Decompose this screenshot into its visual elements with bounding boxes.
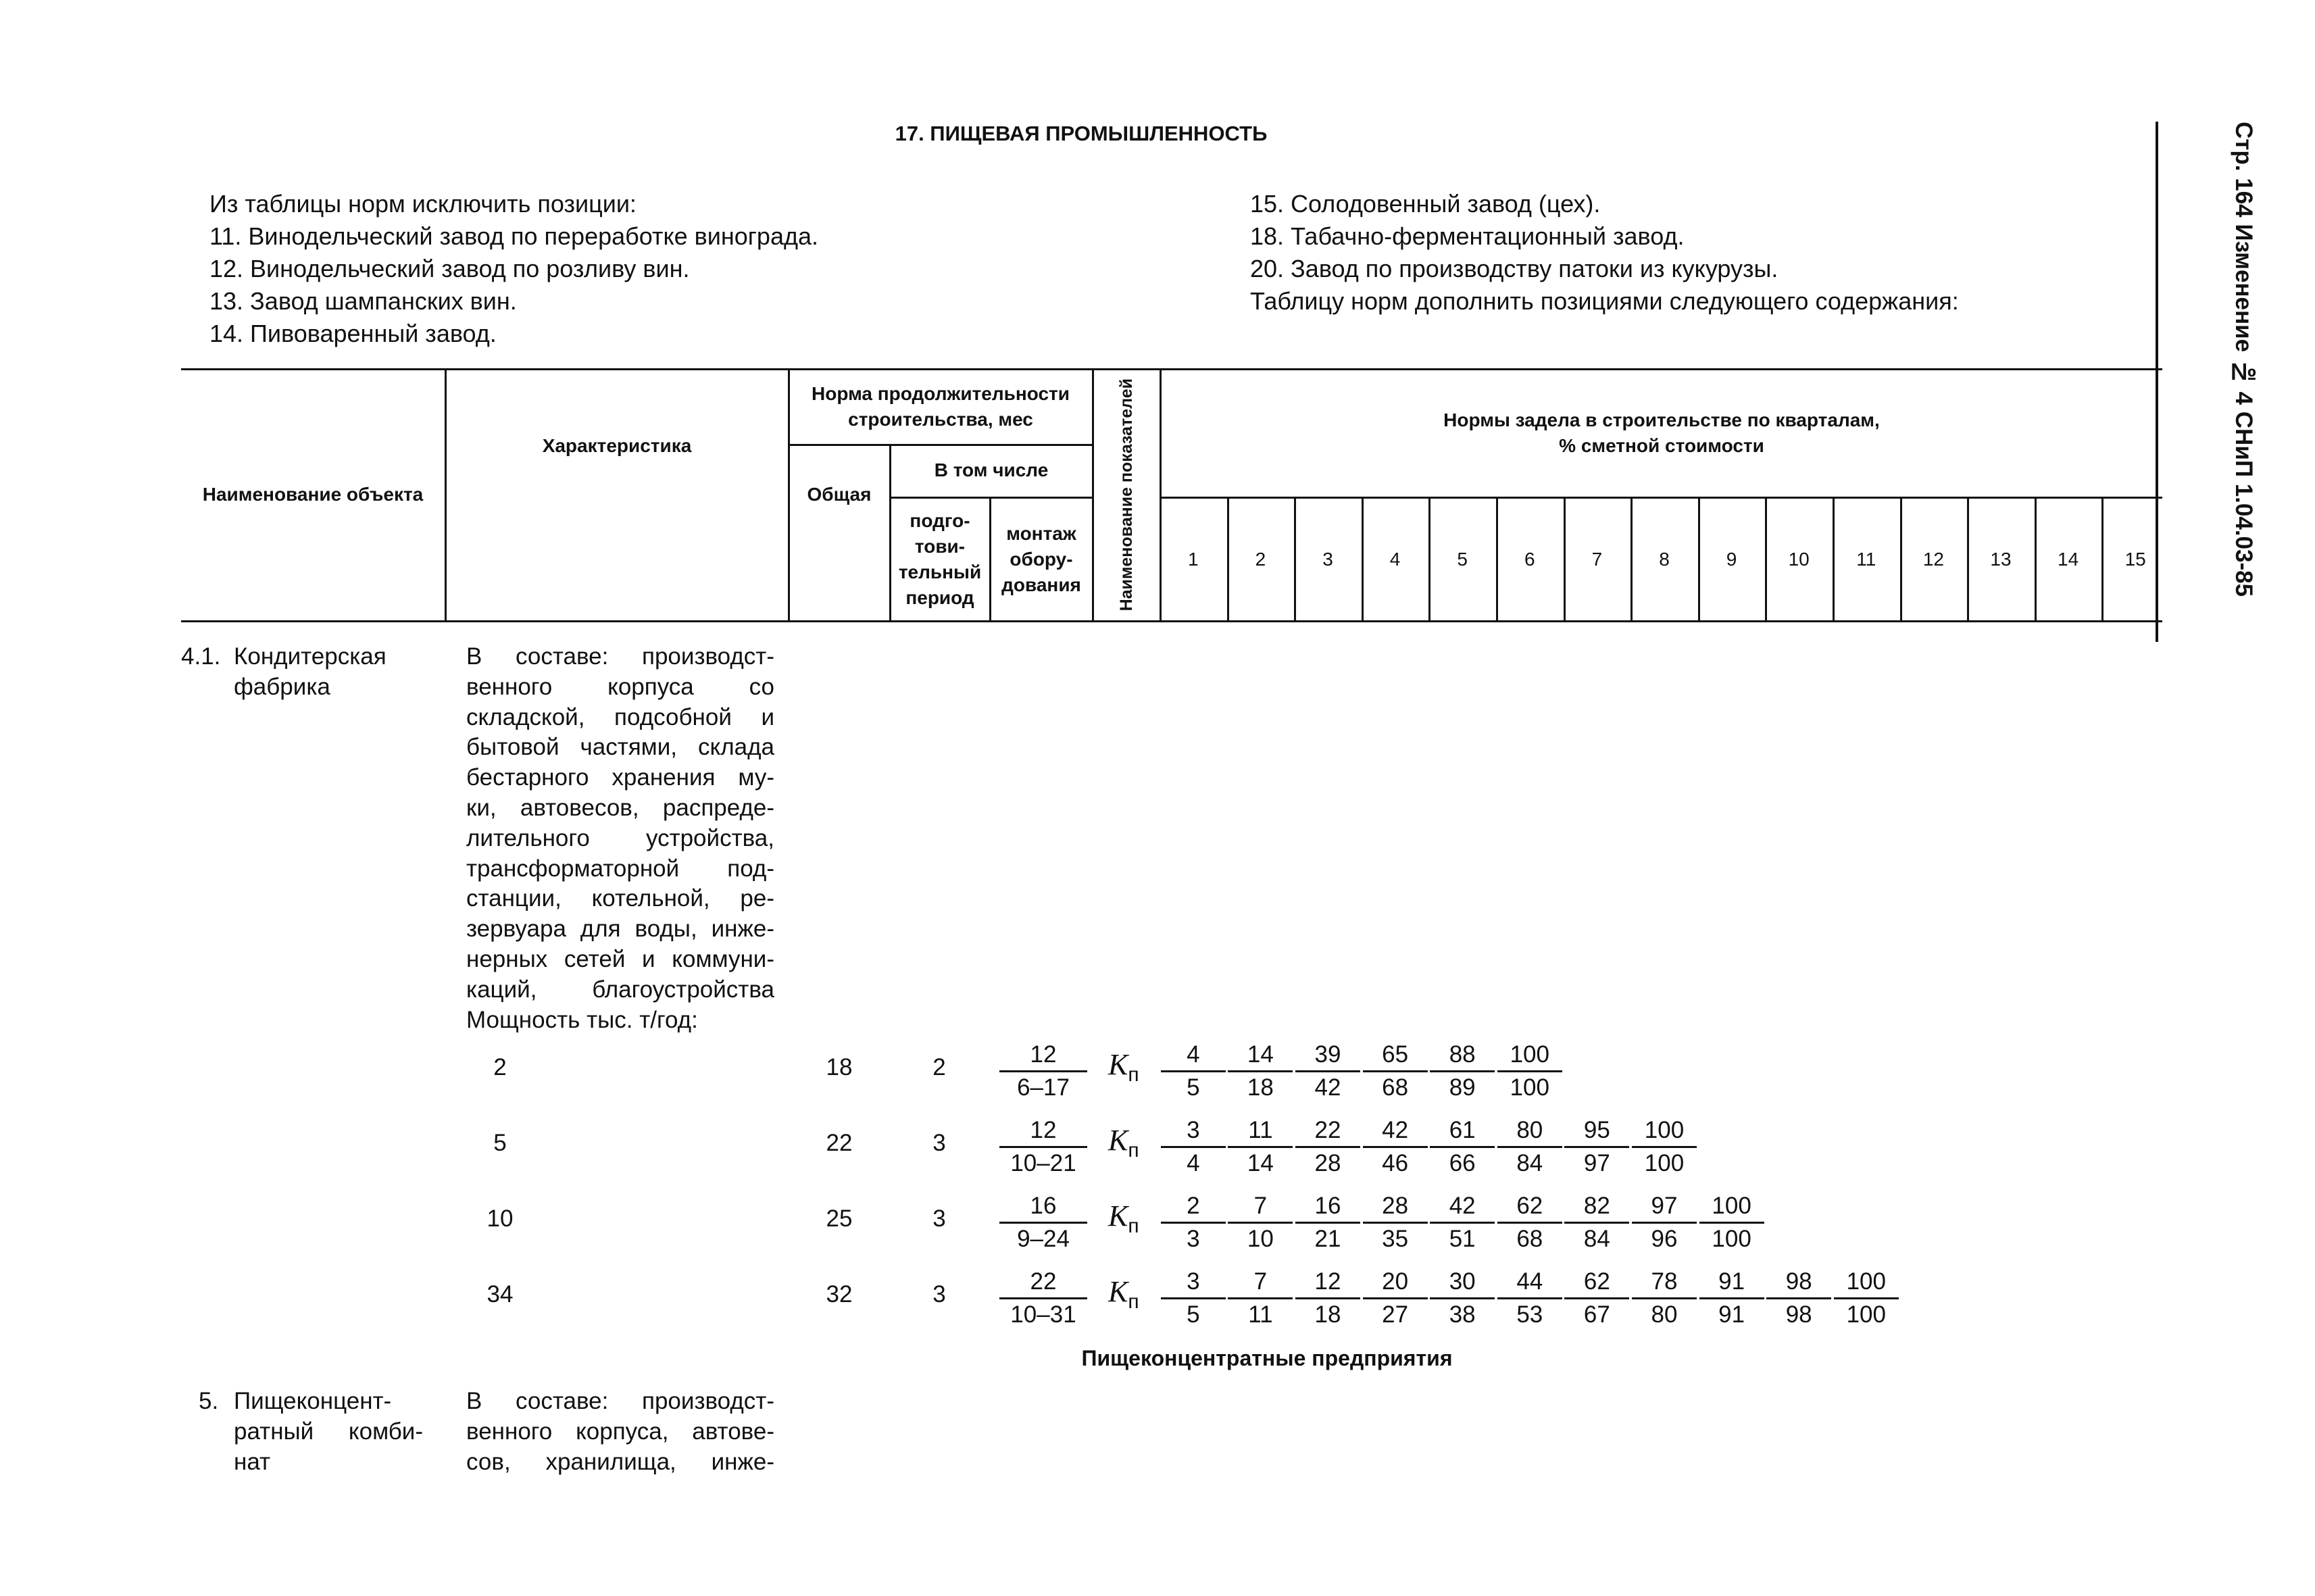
quarter-backlog-3 bbox=[1295, 1266, 1360, 1330]
header-quarter-12: 12 bbox=[1922, 548, 1944, 570]
quarter-backlog-2-denominator: 14 bbox=[1247, 1150, 1274, 1176]
header-equipment-mount: монтаж обору- дования bbox=[1001, 522, 1081, 595]
quarter-backlog-9-numerator: 91 bbox=[1699, 1266, 1764, 1299]
prep-period: 3 bbox=[932, 1205, 946, 1232]
quarter-backlog-8-denominator: 80 bbox=[1651, 1301, 1678, 1328]
quarter-backlog-8-numerator: 100 bbox=[1632, 1115, 1697, 1148]
characteristic-line: трансформаторной под- bbox=[466, 855, 774, 882]
quarter-backlog-2-denominator: 11 bbox=[1248, 1301, 1273, 1328]
list-line: 11. Винодельческий завод по переработке винограда. bbox=[209, 222, 819, 250]
quarter-backlog-3-denominator: 18 bbox=[1314, 1301, 1341, 1328]
mount-duration-numerator: 16 bbox=[999, 1191, 1087, 1224]
quarter-backlog-8-numerator: 78 bbox=[1632, 1266, 1697, 1299]
quarter-backlog-4-numerator: 65 bbox=[1363, 1039, 1428, 1072]
quarter-backlog-6-numerator: 44 bbox=[1497, 1266, 1562, 1299]
header-quarter-7: 7 bbox=[1591, 548, 1603, 570]
capacity-value: 10 bbox=[487, 1205, 514, 1232]
header-indicators: Наименование показателей bbox=[1117, 378, 1136, 612]
quarter-backlog-4-denominator: 68 bbox=[1382, 1074, 1409, 1101]
quarter-backlog-4-denominator: 35 bbox=[1382, 1226, 1409, 1252]
object-name-line: фабрика bbox=[234, 673, 330, 700]
quarter-backlog-4-denominator: 46 bbox=[1382, 1150, 1409, 1176]
characteristic-line: нерных сетей и коммуни- bbox=[466, 945, 774, 972]
object-name-line: нат bbox=[234, 1448, 271, 1475]
quarter-backlog-1-denominator: 5 bbox=[1187, 1301, 1200, 1328]
quarter-backlog-5-numerator: 42 bbox=[1430, 1191, 1495, 1224]
quarter-backlog-1-numerator: 4 bbox=[1161, 1039, 1226, 1072]
quarter-backlog-1-denominator: 5 bbox=[1187, 1074, 1200, 1101]
quarter-backlog-4-numerator: 20 bbox=[1363, 1266, 1428, 1299]
quarter-backlog-5-denominator: 66 bbox=[1449, 1150, 1476, 1176]
characteristic-line: бытовой частями, склада bbox=[466, 734, 774, 761]
quarter-backlog-2-numerator: 7 bbox=[1228, 1191, 1293, 1224]
list-line: Таблицу норм дополнить позициями следующего содержания: bbox=[1250, 287, 1959, 315]
mount-duration-numerator: 12 bbox=[999, 1039, 1087, 1072]
header-quarter-1: 1 bbox=[1188, 548, 1199, 570]
indicator-symbol-letter: K bbox=[1108, 1048, 1128, 1081]
indicator-symbol-subscript: п bbox=[1128, 1214, 1139, 1237]
quarter-backlog-4-denominator: 27 bbox=[1382, 1301, 1409, 1328]
list-line: 13. Завод шампанских вин. bbox=[209, 287, 517, 315]
header-quarter-5: 5 bbox=[1457, 548, 1468, 570]
quarter-backlog-2-denominator: 18 bbox=[1247, 1074, 1274, 1101]
quarter-backlog-3-denominator: 21 bbox=[1314, 1226, 1341, 1252]
quarter-backlog-4-numerator: 42 bbox=[1363, 1115, 1428, 1148]
indicator-symbol-letter: K bbox=[1108, 1124, 1128, 1157]
quarter-backlog-5-denominator: 38 bbox=[1449, 1301, 1476, 1328]
list-line: 14. Пивоваренный завод. bbox=[209, 320, 497, 347]
header-quarter-13: 13 bbox=[1990, 548, 2012, 570]
object-name-line: Пищеконцент- bbox=[234, 1388, 392, 1414]
list-line: 20. Завод по производству патоки из кукурузы. bbox=[1250, 255, 1778, 282]
quarter-backlog-6-numerator: 80 bbox=[1497, 1115, 1562, 1148]
indicator-symbol bbox=[1108, 1047, 1139, 1087]
quarter-backlog-6-denominator: 84 bbox=[1516, 1150, 1543, 1176]
header-quarter-6: 6 bbox=[1524, 548, 1535, 570]
object-characteristic bbox=[466, 1387, 774, 1477]
row-number: 5. bbox=[199, 1388, 219, 1414]
characteristic-line: В составе: производст- bbox=[466, 1388, 774, 1414]
quarter-backlog-4 bbox=[1363, 1039, 1428, 1103]
capacity-value: 2 bbox=[493, 1054, 507, 1080]
quarter-backlog-7-numerator: 62 bbox=[1564, 1266, 1629, 1299]
mount-duration bbox=[999, 1266, 1087, 1330]
quarter-backlog-5-numerator: 88 bbox=[1430, 1039, 1495, 1072]
prep-period: 2 bbox=[932, 1054, 946, 1080]
quarter-backlog-9-denominator: 100 bbox=[1712, 1226, 1751, 1252]
object-name-line: Кондитерская bbox=[234, 643, 387, 670]
quarter-backlog-6-numerator: 100 bbox=[1497, 1039, 1562, 1072]
header-quarter-8: 8 bbox=[1659, 548, 1670, 570]
characteristic-line: венного корпуса со bbox=[466, 673, 774, 700]
quarter-backlog-5 bbox=[1430, 1039, 1495, 1103]
quarter-backlog-2-numerator: 14 bbox=[1228, 1039, 1293, 1072]
side-page-header: Стр. 164 Изменение № 4 СНиП 1.04.03-85 bbox=[2156, 122, 2257, 642]
quarter-backlog-6 bbox=[1497, 1039, 1562, 1103]
quarter-backlog-6 bbox=[1497, 1115, 1562, 1179]
quarter-backlog-9 bbox=[1699, 1266, 1764, 1330]
quarter-backlog-3-numerator: 16 bbox=[1295, 1191, 1360, 1224]
object-characteristic bbox=[466, 642, 774, 1035]
quarter-backlog-11 bbox=[1834, 1266, 1899, 1330]
quarter-backlog-3-denominator: 42 bbox=[1314, 1074, 1341, 1101]
mount-duration-denominator: 9–24 bbox=[1017, 1226, 1070, 1252]
quarter-backlog-2-denominator: 10 bbox=[1247, 1226, 1274, 1252]
quarter-backlog-1-denominator: 3 bbox=[1187, 1226, 1200, 1252]
total-duration: 22 bbox=[826, 1130, 853, 1156]
quarter-backlog-7-denominator: 84 bbox=[1583, 1226, 1610, 1252]
header-quarter-11: 11 bbox=[1856, 548, 1876, 570]
indicator-symbol-subscript: п bbox=[1128, 1139, 1139, 1162]
header-quarter-9: 9 bbox=[1726, 548, 1737, 570]
indicator-symbol-letter: K bbox=[1108, 1275, 1128, 1308]
prep-period: 3 bbox=[932, 1130, 946, 1156]
quarter-backlog-3-numerator: 22 bbox=[1295, 1115, 1360, 1148]
quarter-backlog-1 bbox=[1161, 1191, 1226, 1255]
quarter-backlog-2 bbox=[1228, 1266, 1293, 1330]
quarter-backlog-1-numerator: 3 bbox=[1161, 1266, 1226, 1299]
quarter-backlog-2-numerator: 11 bbox=[1228, 1115, 1293, 1148]
mount-duration-numerator: 12 bbox=[999, 1115, 1087, 1148]
characteristic-line: станции, котельной, ре- bbox=[466, 885, 774, 912]
quarter-backlog-4 bbox=[1363, 1266, 1428, 1330]
quarter-backlog-2 bbox=[1228, 1039, 1293, 1103]
header-object-name: Наименование объекта bbox=[202, 483, 424, 505]
list-line: 15. Солодовенный завод (цех). bbox=[1250, 190, 1601, 218]
quarter-backlog-2 bbox=[1228, 1115, 1293, 1179]
quarter-backlog-7 bbox=[1564, 1115, 1629, 1179]
indicator-symbol-letter: K bbox=[1108, 1199, 1128, 1232]
header-characteristic: Характеристика bbox=[542, 435, 692, 456]
prep-period: 3 bbox=[932, 1281, 946, 1307]
indicator-symbol-subscript: п bbox=[1128, 1290, 1139, 1313]
exclusion-list-continued bbox=[1250, 188, 1959, 318]
characteristic-line: В составе: производст- bbox=[466, 643, 774, 670]
indicator-symbol bbox=[1108, 1274, 1139, 1314]
quarter-backlog-3-numerator: 39 bbox=[1295, 1039, 1360, 1072]
quarter-backlog-10-numerator: 98 bbox=[1766, 1266, 1831, 1299]
quarter-backlog-6-numerator: 62 bbox=[1497, 1191, 1562, 1224]
quarter-backlog-5 bbox=[1430, 1266, 1495, 1330]
characteristic-line: каций, благоустройства bbox=[466, 976, 774, 1003]
quarter-backlog-6 bbox=[1497, 1191, 1562, 1255]
characteristic-line: лительного устройства, bbox=[466, 824, 774, 851]
quarter-backlog-5-numerator: 61 bbox=[1430, 1115, 1495, 1148]
quarter-backlog-2-numerator: 7 bbox=[1228, 1266, 1293, 1299]
mount-duration bbox=[999, 1191, 1087, 1255]
quarter-backlog-7-denominator: 97 bbox=[1583, 1150, 1610, 1176]
header-total: Общая bbox=[807, 484, 872, 505]
characteristic-line: бестарного хранения му- bbox=[466, 764, 774, 791]
quarter-backlog-8-numerator: 97 bbox=[1632, 1191, 1697, 1224]
list-line: Из таблицы норм исключить позиции: bbox=[209, 190, 637, 218]
quarter-backlog-9-numerator: 100 bbox=[1699, 1191, 1764, 1224]
exclusion-list bbox=[209, 188, 818, 350]
mount-duration-denominator: 10–21 bbox=[1010, 1150, 1076, 1176]
header-duration-norm: Норма продолжительности строительства, мес bbox=[812, 383, 1070, 430]
quarter-backlog-3 bbox=[1295, 1191, 1360, 1255]
object-name bbox=[234, 1387, 423, 1477]
quarter-backlog-1 bbox=[1161, 1115, 1226, 1179]
header-quarter-4: 4 bbox=[1389, 548, 1401, 570]
mount-duration-denominator: 6–17 bbox=[1017, 1074, 1070, 1101]
object-name bbox=[234, 642, 387, 703]
quarter-backlog-3 bbox=[1295, 1039, 1360, 1103]
quarter-backlog-5-numerator: 30 bbox=[1430, 1266, 1495, 1299]
quarter-backlog-8 bbox=[1632, 1191, 1697, 1255]
quarter-backlog-7-numerator: 82 bbox=[1564, 1191, 1629, 1224]
quarter-backlog-1-numerator: 3 bbox=[1161, 1115, 1226, 1148]
quarter-backlog-4 bbox=[1363, 1191, 1428, 1255]
quarter-backlog-9 bbox=[1699, 1191, 1764, 1255]
quarter-backlog-11-denominator: 100 bbox=[1846, 1301, 1886, 1328]
characteristic-line: зервуара для воды, инже- bbox=[466, 916, 774, 943]
quarter-backlog-7-denominator: 67 bbox=[1583, 1301, 1610, 1328]
quarter-backlog-6-denominator: 53 bbox=[1516, 1301, 1543, 1328]
mount-duration bbox=[999, 1039, 1087, 1103]
quarter-backlog-5-denominator: 89 bbox=[1449, 1074, 1476, 1101]
total-duration: 18 bbox=[826, 1054, 853, 1080]
quarter-backlog-5-denominator: 51 bbox=[1449, 1226, 1476, 1252]
object-name-line: ратный комби- bbox=[234, 1418, 423, 1445]
quarter-backlog-8-denominator: 96 bbox=[1651, 1226, 1678, 1252]
quarter-backlog-2 bbox=[1228, 1191, 1293, 1255]
mount-duration-numerator: 22 bbox=[999, 1266, 1087, 1299]
indicator-symbol-subscript: п bbox=[1128, 1063, 1139, 1086]
quarter-backlog-8 bbox=[1632, 1115, 1697, 1179]
quarter-backlog-7 bbox=[1564, 1191, 1629, 1255]
header-quarter-14: 14 bbox=[2058, 548, 2079, 570]
indicator-symbol bbox=[1108, 1123, 1139, 1162]
characteristic-line: сов, хранилища, инже- bbox=[466, 1448, 774, 1475]
quarter-backlog-4 bbox=[1363, 1115, 1428, 1179]
quarter-backlog-7 bbox=[1564, 1266, 1629, 1330]
quarter-backlog-1 bbox=[1161, 1039, 1226, 1103]
characteristic-line: ки, автовесов, распреде- bbox=[466, 794, 774, 821]
list-line: 18. Табачно-ферментационный завод. bbox=[1250, 222, 1685, 250]
list-line: 12. Винодельческий завод по розливу вин. bbox=[209, 255, 690, 282]
total-duration: 25 bbox=[826, 1205, 853, 1232]
quarter-backlog-3-denominator: 28 bbox=[1314, 1150, 1341, 1176]
quarter-backlog-6-denominator: 68 bbox=[1516, 1226, 1543, 1252]
mount-duration-denominator: 10–31 bbox=[1010, 1301, 1076, 1328]
quarter-backlog-1-denominator: 4 bbox=[1187, 1150, 1200, 1176]
header-backlog-norms: Нормы задела в строительстве по кварталам, % сметной стоимости bbox=[1443, 409, 1880, 456]
capacity-value: 34 bbox=[487, 1281, 514, 1307]
header-quarter-15: 15 bbox=[2124, 548, 2146, 570]
quarter-backlog-5 bbox=[1430, 1115, 1495, 1179]
mount-duration bbox=[999, 1115, 1087, 1179]
header-quarter-3: 3 bbox=[1322, 548, 1333, 570]
indicator-symbol bbox=[1108, 1199, 1139, 1238]
quarter-backlog-6 bbox=[1497, 1266, 1562, 1330]
row-number: 4.1. bbox=[181, 643, 221, 670]
page-title: 17. ПИЩЕВАЯ ПРОМЫШЛЕННОСТЬ bbox=[895, 122, 1268, 145]
quarter-backlog-3 bbox=[1295, 1115, 1360, 1179]
capacity-label: Мощность тыс. т/год: bbox=[466, 1006, 698, 1033]
header-including: В том числе bbox=[934, 459, 1049, 480]
header-quarter-2: 2 bbox=[1255, 548, 1266, 570]
characteristic-line: венного корпуса, автове- bbox=[466, 1418, 774, 1445]
quarter-backlog-5 bbox=[1430, 1191, 1495, 1255]
section-heading: Пищеконцентратные предприятия bbox=[1081, 1346, 1453, 1370]
quarter-backlog-1 bbox=[1161, 1266, 1226, 1330]
quarter-backlog-8-denominator: 100 bbox=[1644, 1150, 1685, 1176]
quarter-backlog-6-denominator: 100 bbox=[1510, 1074, 1549, 1101]
total-duration: 32 bbox=[826, 1281, 853, 1307]
quarter-backlog-9-denominator: 91 bbox=[1718, 1301, 1745, 1328]
capacity-value: 5 bbox=[493, 1130, 507, 1156]
header-prep-period: подго- тови- тельный период bbox=[898, 509, 982, 608]
quarter-backlog-11-numerator: 100 bbox=[1834, 1266, 1899, 1299]
characteristic-line: складской, подсобной и bbox=[466, 703, 774, 730]
quarter-backlog-4-numerator: 28 bbox=[1363, 1191, 1428, 1224]
quarter-backlog-10 bbox=[1766, 1266, 1831, 1330]
header-indicators-cell bbox=[1093, 370, 1160, 620]
quarter-backlog-1-numerator: 2 bbox=[1161, 1191, 1226, 1224]
quarter-backlog-7-numerator: 95 bbox=[1564, 1115, 1629, 1148]
quarter-backlog-10-denominator: 98 bbox=[1785, 1301, 1812, 1328]
quarter-backlog-8 bbox=[1632, 1266, 1697, 1330]
quarter-backlog-3-numerator: 12 bbox=[1295, 1266, 1360, 1299]
header-quarter-10: 10 bbox=[1788, 548, 1810, 570]
